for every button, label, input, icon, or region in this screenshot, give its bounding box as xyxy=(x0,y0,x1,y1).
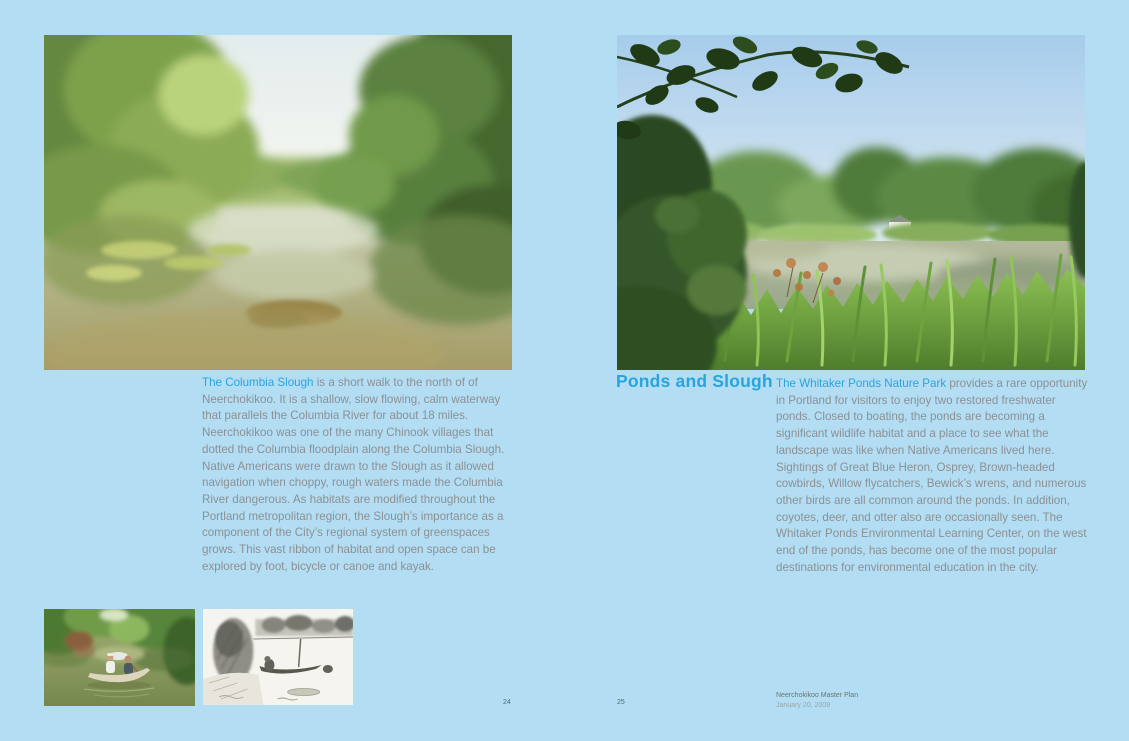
document-footer xyxy=(776,691,858,710)
whitaker-ponds-lead-in: The Whitaker Ponds Nature Park xyxy=(776,377,947,390)
page-number-24: 24 xyxy=(503,699,511,706)
slough-photo-graphic xyxy=(44,35,512,370)
whitaker-ponds-body: provides a rare opportunity in Portland for visitors to enjoy two restored freshwater ponds. Closed to boating, the ponds are becoming a significant wildlife habitat and a place to see what the landscape was like when Native Americans lived here. Sightings of Great Blue Heron, Osprey, Brown-headed cowbirds, Willow flycatchers, Bewick’s wrens, and numerous other birds are all common around the ponds. In addition, coyotes, deer, and otter also are occasionally seen. The Whitaker Ponds Environmental Learning Center, on the west end of the ponds, has become one of the most popular destinations for environmental education in the city. xyxy=(776,377,1088,574)
section-heading-ponds-and-slough: Ponds and Slough xyxy=(616,371,773,391)
canoeists-on-slough-photo xyxy=(44,609,195,706)
columbia-slough-waterway-photo xyxy=(44,35,512,370)
footer-document-date: January 20, 2009 xyxy=(776,701,831,709)
footer-document-title: Neerchokikoo Master Plan xyxy=(776,692,859,699)
columbia-slough-paragraph xyxy=(202,375,516,575)
historical-canoe-sketch xyxy=(203,609,353,705)
columbia-slough-body: is a short walk to the north of of Neerchokikoo. It is a shallow, slow flowing, calm waterway that parallels the Columbia River for about 18 miles. Neerchokikoo was one of the many Chinook villages that dotted the Columbia floodplain along the Columbia Slough. Native Americans were drawn to the Slough as it allowed navigation when choppy, rough waters made the Columbia River dangerous. As habitats are modified throughout the Portland metropolitan region, the Slough’s importance as a component of the City’s regional system of greenspaces grows. This vast ribbon of habitat and open space can be explored by foot, bicycle or canoe and kayak. xyxy=(202,376,505,573)
page-number-25: 25 xyxy=(617,699,625,706)
whitaker-ponds-paragraph xyxy=(776,376,1090,576)
canoe-photo-graphic xyxy=(44,609,195,706)
ponds-photo-graphic xyxy=(617,35,1085,370)
sketch-graphic xyxy=(203,609,353,705)
columbia-slough-lead-in: The Columbia Slough xyxy=(202,376,314,389)
whitaker-ponds-photo xyxy=(617,35,1085,370)
